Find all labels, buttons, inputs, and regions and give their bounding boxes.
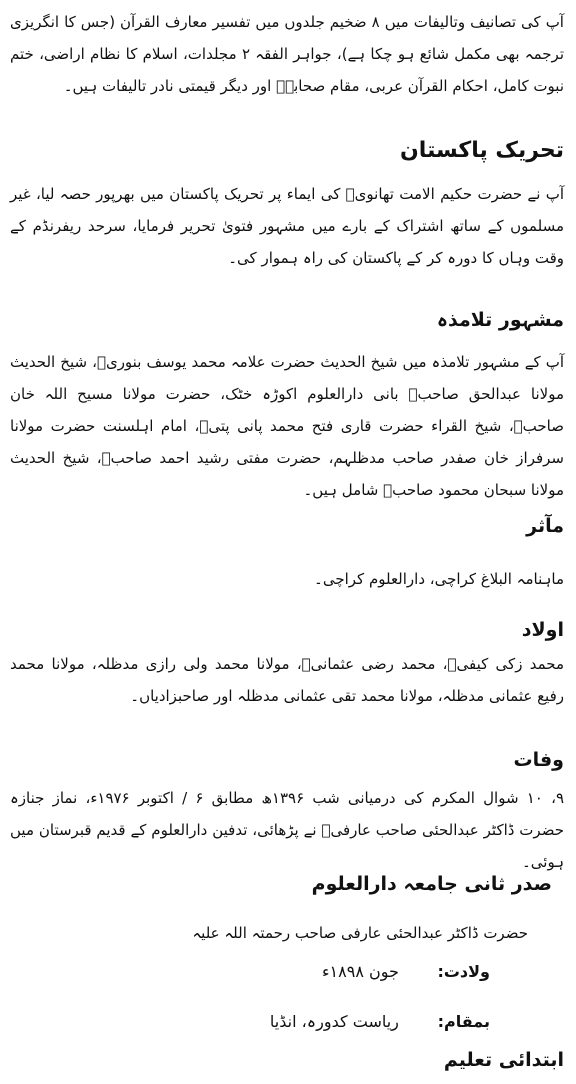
wiladat-value: جون ۱۸۹۸ء [322, 962, 399, 981]
heading-tehreek-pakistan: تحریک پاکستان [400, 138, 564, 163]
talamiza-paragraph: آپ کے مشہور تلامذہ میں شیخ الحدیث حضرت علامہ محمد یوسف بنوریؒ، شیخ الحدیث مولانا عبدالحق صاحبؒ بانی دارالعلوم اکوڑہ خٹک، حضرت مولانا مسیح اللہ خان صاحبؒ، شیخ القراء حضرت قاری فتح محمد پانی پتیؒ، امام اہلسنت حضرت مولانا سرفراز خان صفدر صاحب مدظلہم، حضرت مفتی رشید احمد صاحبؒ، شیخ الحدیث مولانا سبحان محمود صاحبؒ شامل ہیں۔ [10, 353, 564, 499]
heading-wafat: وفات [513, 749, 564, 771]
intro-paragraph: آپ کی تصانیف وتالیفات میں ۸ ضخیم جلدوں میں تفسیر معارف القرآن (جس کا انگریزی ترجمہ بھی مکمل شائع ہو چکا ہے)، جواہر الفقہ ۲ مجلدات، اسلام کا نظام اراضی، ختم نبوت کامل، احکام القرآن عربی، مقام صحابہؓ اور دیگر قیمتی نادر تالیفات ہیں۔ [10, 13, 564, 95]
info-row-bamuqam [270, 1008, 490, 1036]
heading-mashhoor-talamiza: مشہور تلامذہ [436, 309, 564, 331]
wafat-paragraph: ۹، ۱۰ شوال المکرم کی درمیانی شب ۱۳۹۶ھ مطابق ۶ / اکتوبر ۱۹۷۶ء، نماز جنازہ حضرت ڈاکٹر عبدالحئی صاحب عارفیؒ نے پڑھائی، تدفین دارالعلوم کے قدیم قبرستان میں ہوئی۔ [10, 789, 564, 871]
info-row-wiladat [322, 958, 490, 986]
heading-sadr-sani: صدر ثانی جامعہ دارالعلوم [311, 873, 552, 895]
tehreek-paragraph: آپ نے حضرت حکیم الامت تھانویؒ کی ایماء پر تحریک پاکستان میں بھرپور حصہ لیا، غیر مسلموں کے ساتھ اشتراک کے بارے میں مشہور فتویٰ تحریر فرمایا، سرحد ریفرنڈم کے وقت وہاں کا دورہ کر کے پاکستان کی راہ ہموار کی۔ [10, 185, 564, 267]
aulad-paragraph: محمد زکی کیفیؒ، محمد رضی عثمانیؒ، مولانا محمد ولی رازی مدظلہ، مولانا محمد رفیع عثمانی مدظلہ، مولانا محمد تقی عثمانی مدظلہ اور صاحبزادیاں۔ [10, 655, 564, 705]
heading-aulad: اولاد [521, 619, 564, 641]
maasir-line: ماہنامہ البلاغ کراچی، دارالعلوم کراچی۔ [314, 570, 564, 588]
wiladat-label: ولادت: [437, 962, 490, 981]
bamuqam-label: بمقام: [437, 1012, 490, 1031]
heading-maasir: مآثر [526, 515, 564, 537]
bamuqam-value: ریاست کدورہ، انڈیا [269, 1012, 399, 1031]
heading-ibtidai-taleem: ابتدائی تعلیم [443, 1049, 564, 1071]
sadr-name: حضرت ڈاکٹر عبدالحئی عارفی صاحب رحمتہ اللہ علیہ [192, 924, 528, 942]
